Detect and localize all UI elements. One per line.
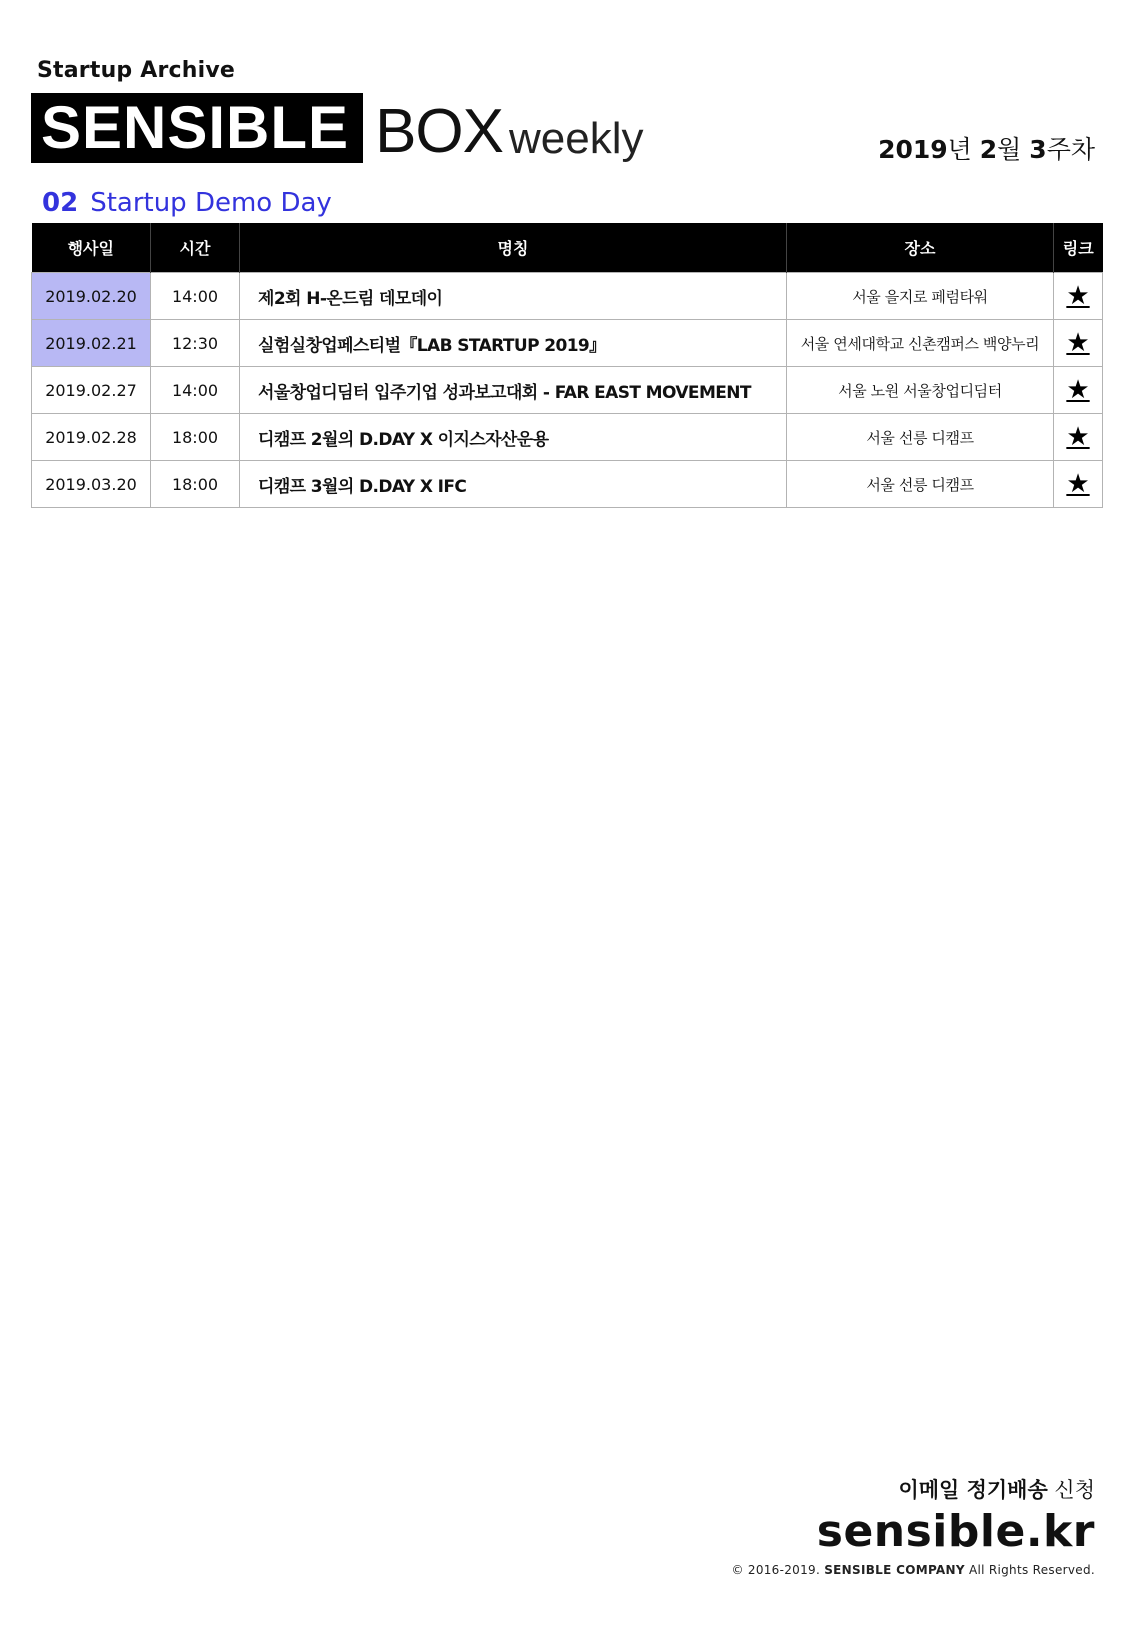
- star-link-icon[interactable]: ★: [1066, 422, 1090, 452]
- issue-month-unit: 월: [997, 135, 1030, 164]
- copyright-suffix: All Rights Reserved.: [964, 1563, 1095, 1577]
- site-url-link[interactable]: sensible.kr: [816, 1506, 1095, 1557]
- event-name: 제2회 H-온드림 데모데이: [240, 273, 787, 320]
- star-link-icon[interactable]: ★: [1066, 469, 1090, 499]
- star-link-icon[interactable]: ★: [1066, 281, 1090, 311]
- event-name: 서울창업디딤터 입주기업 성과보고대회 - FAR EAST MOVEMENT: [240, 367, 787, 414]
- issue-year-unit: 년: [947, 135, 980, 164]
- event-time: 18:00: [151, 461, 240, 508]
- section-heading: [42, 188, 332, 218]
- event-date: 2019.02.28: [32, 414, 151, 461]
- table-header-row: [32, 223, 1103, 273]
- star-link-icon[interactable]: ★: [1066, 375, 1090, 405]
- event-link-cell: [1054, 461, 1103, 508]
- issue-year: 2019: [878, 135, 948, 164]
- issue-week: 3: [1029, 135, 1047, 164]
- issue-month: 2: [979, 135, 998, 164]
- table-row: [32, 414, 1103, 461]
- table-row: [32, 367, 1103, 414]
- event-place: 서울 선릉 디캠프: [787, 414, 1054, 461]
- event-place: 서울 선릉 디캠프: [787, 461, 1054, 508]
- column-header-time: 시간: [151, 223, 240, 273]
- company-name: SENSIBLE COMPANY: [824, 1563, 965, 1577]
- event-name: 디캠프 3월의 D.DAY X IFC: [240, 461, 787, 508]
- event-time: 18:00: [151, 414, 240, 461]
- kicker-text: Startup Archive: [37, 58, 236, 83]
- subscribe-link[interactable]: [898, 1474, 1095, 1504]
- event-link-cell: [1054, 414, 1103, 461]
- event-date: 2019.02.27: [32, 367, 151, 414]
- event-date: 2019.02.20: [32, 273, 151, 320]
- event-link-cell: [1054, 273, 1103, 320]
- subscribe-rest: 신청: [1047, 1478, 1095, 1502]
- event-date: 2019.03.20: [32, 461, 151, 508]
- event-place: 서울 을지로 페럼타워: [787, 273, 1054, 320]
- table-row: [32, 320, 1103, 367]
- event-time: 14:00: [151, 367, 240, 414]
- subscribe-bold: 이메일 정기배송: [898, 1478, 1048, 1502]
- event-time: 14:00: [151, 273, 240, 320]
- copyright: [731, 1563, 1095, 1577]
- section-number: 02: [42, 188, 79, 218]
- logo-sensible: SENSIBLE: [31, 93, 363, 163]
- brand-logo: [31, 93, 644, 166]
- event-name: 실험실창업페스티벌『LAB STARTUP 2019』: [240, 320, 787, 367]
- event-name: 디캠프 2월의 D.DAY X 이지스자산운용: [240, 414, 787, 461]
- section-title: Startup Demo Day: [90, 188, 332, 218]
- event-place: 서울 노원 서울창업디딤터: [787, 367, 1054, 414]
- table-row: [32, 273, 1103, 320]
- issue-week-unit: 주차: [1046, 135, 1095, 164]
- column-header-place: 장소: [787, 223, 1054, 273]
- event-place: 서울 연세대학교 신촌캠퍼스 백양누리: [787, 320, 1054, 367]
- column-header-link: 링크: [1054, 223, 1103, 273]
- issue-date: [878, 130, 1095, 166]
- events-table: [31, 223, 1103, 508]
- event-time: 12:30: [151, 320, 240, 367]
- column-header-date: 행사일: [32, 223, 151, 273]
- column-header-name: 명칭: [240, 223, 787, 273]
- event-link-cell: [1054, 367, 1103, 414]
- table-row: [32, 461, 1103, 508]
- copyright-prefix: © 2016-2019.: [731, 1563, 825, 1577]
- event-link-cell: [1054, 320, 1103, 367]
- logo-weekly: weekly: [509, 114, 644, 163]
- star-link-icon[interactable]: ★: [1066, 328, 1090, 358]
- logo-box: BOX: [375, 97, 503, 166]
- event-date: 2019.02.21: [32, 320, 151, 367]
